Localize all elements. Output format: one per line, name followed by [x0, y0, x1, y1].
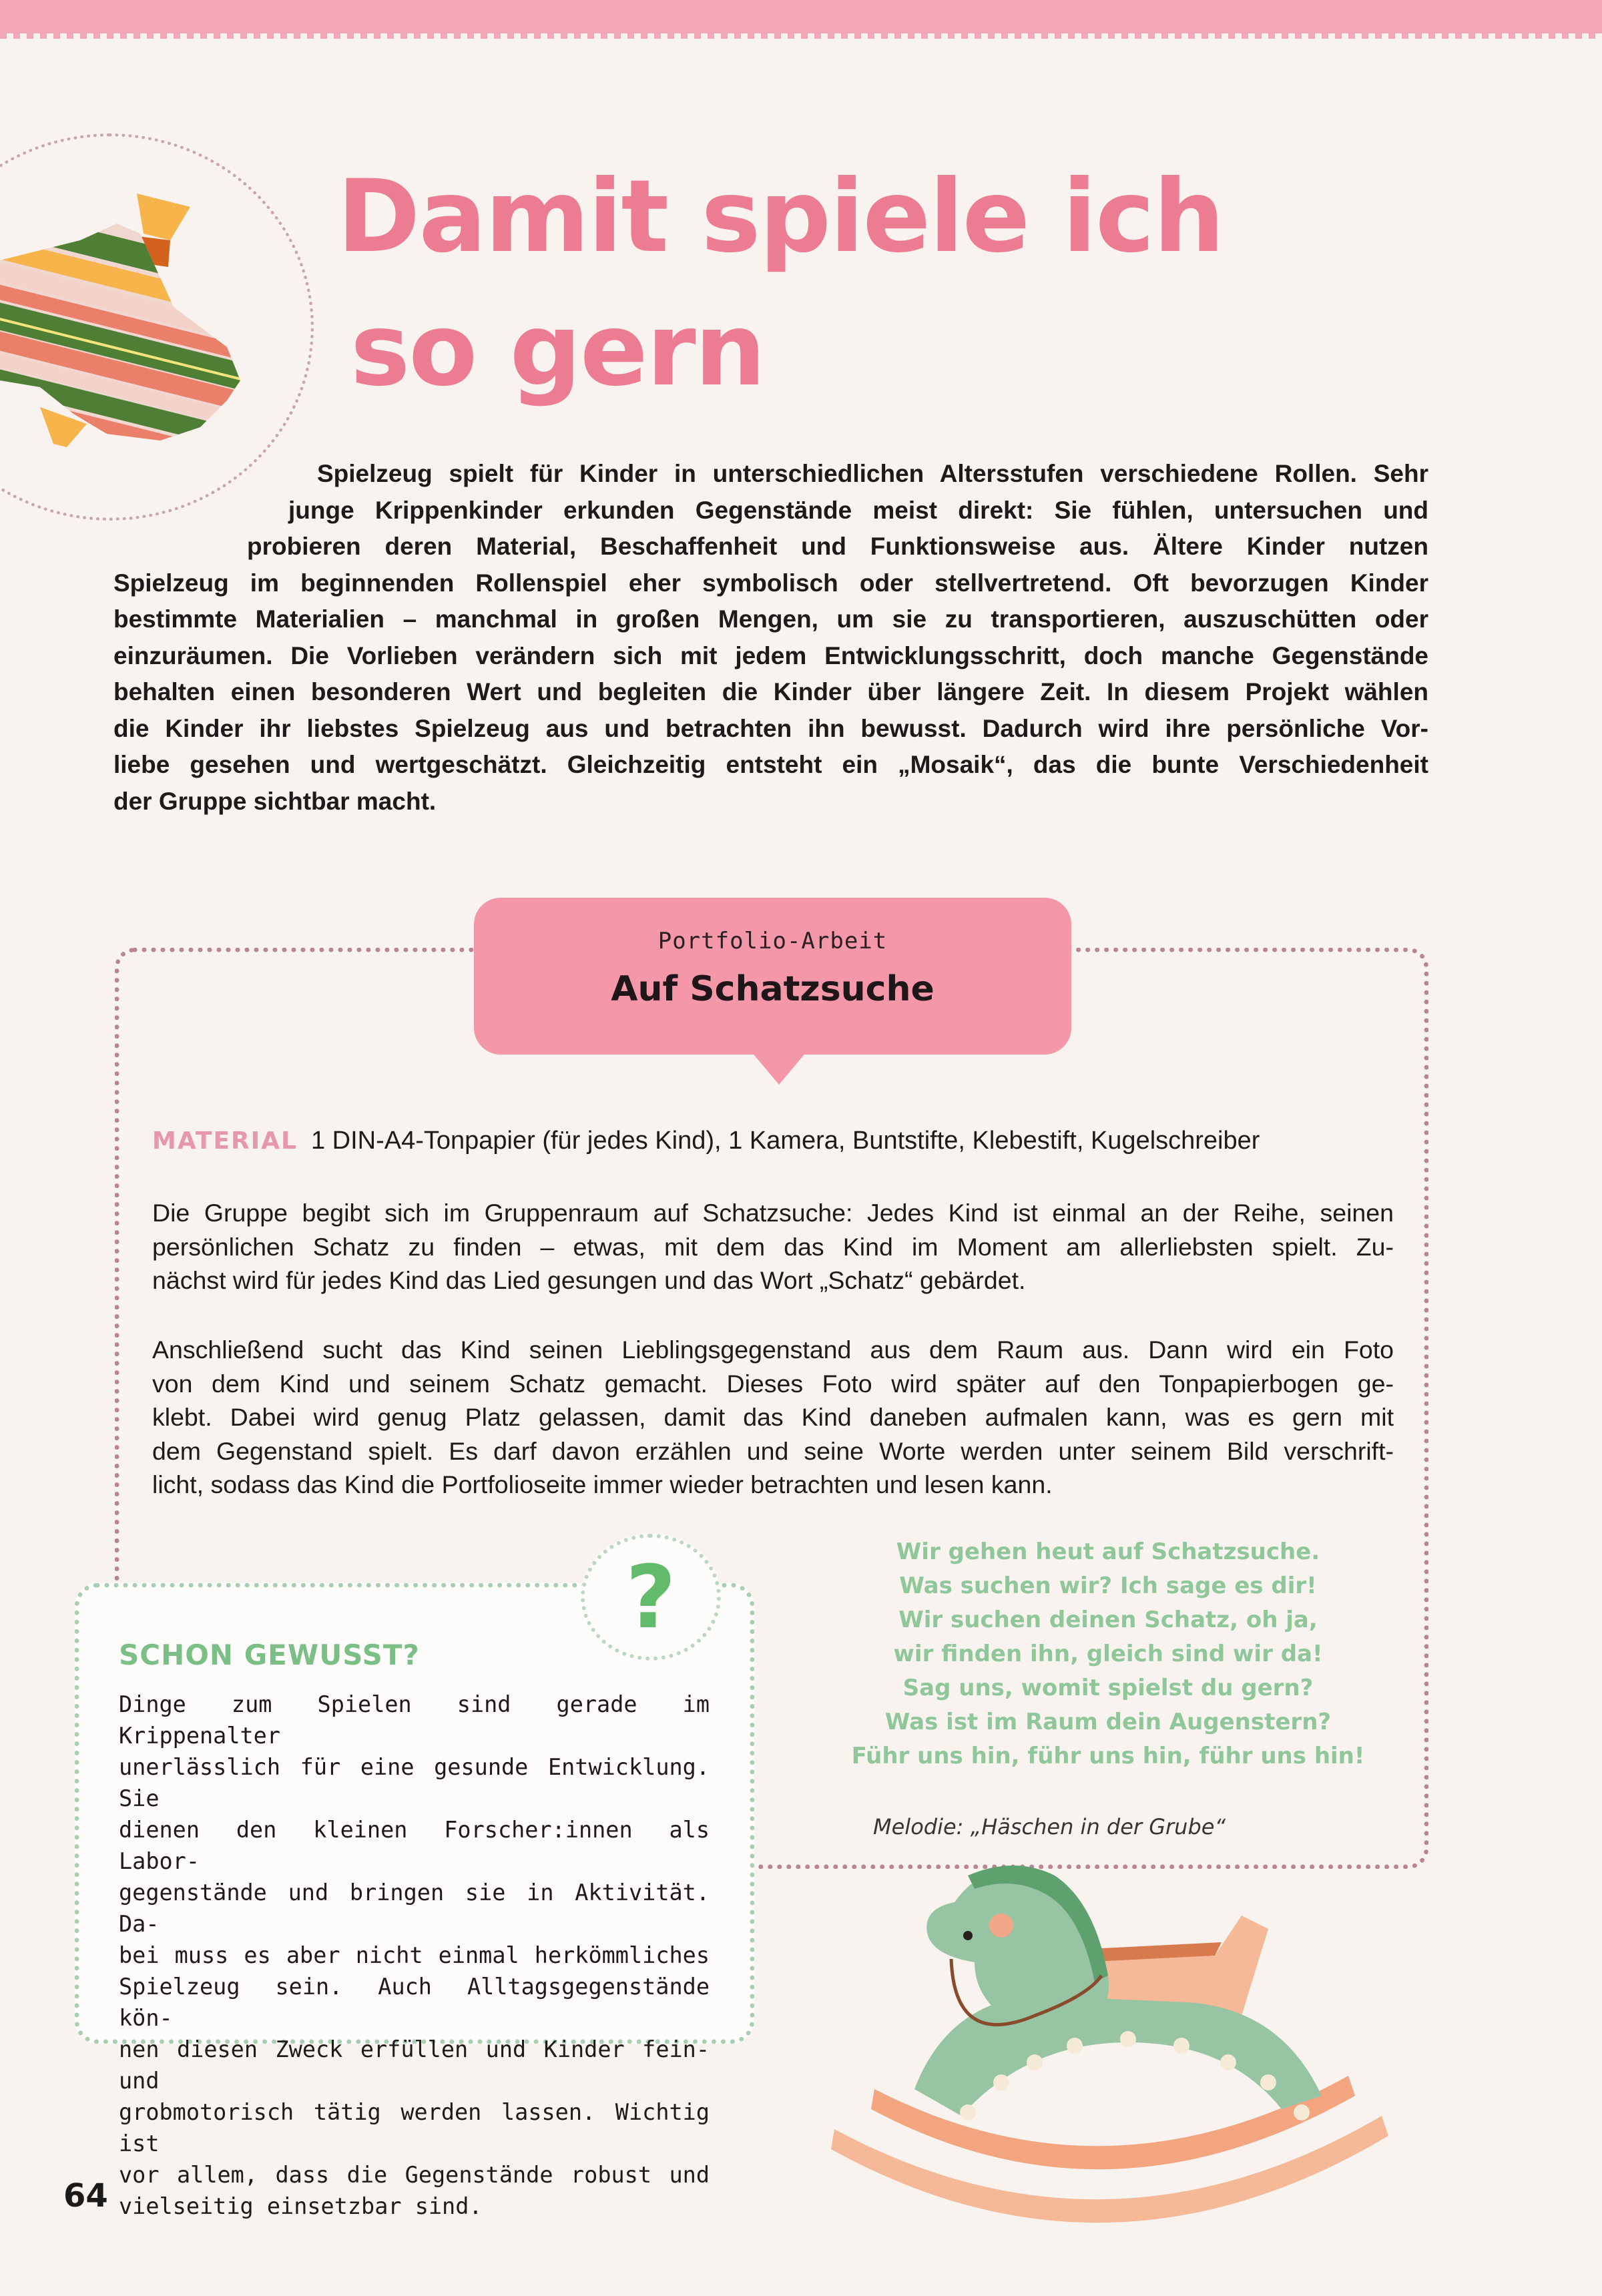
portfolio-header-bubble	[474, 898, 1071, 1055]
question-mark-icon: ?	[625, 1546, 676, 1648]
page-number: 64	[63, 2177, 108, 2215]
info-line: bei muss es aber nicht einmal herkömmliches	[119, 1942, 710, 1968]
info-title: SCHON GEWUSST?	[119, 1639, 420, 1671]
intro-line: junge Krippenkinder erkunden Gegenstände meist direkt: Sie fühlen, untersuchen und	[288, 496, 1428, 524]
info-text	[119, 1689, 710, 2222]
intro-line: bestimmte Materialien – manchmal in großen Mengen, um sie zu transportieren, auszuschütten oder	[113, 605, 1428, 633]
info-line: grobmotorisch tätig werden lassen. Wichtig ist	[119, 2099, 710, 2157]
song-line: Was ist im Raum dein Augenstern?	[884, 1709, 1332, 1735]
intro-line: liebe gesehen und wertgeschätzt. Gleichzeitig entsteht ein „Mosaik“, das die bunte Verschiedenheit	[113, 751, 1428, 778]
song-line: Sag uns, womit spielst du gern?	[902, 1675, 1314, 1701]
portfolio-paragraph-2	[152, 1333, 1394, 1502]
rocking-horse-illustration	[814, 1849, 1402, 2249]
intro-line: behalten einen besonderen Wert und begleiten die Kinder über längere Zeit. In diesem Projekt wählen	[113, 678, 1428, 705]
song-line: Wir suchen deinen Schatz, oh ja,	[898, 1607, 1318, 1633]
top-decorative-band	[0, 0, 1602, 33]
paragraph-line: nächst wird für jedes Kind das Lied gesungen und das Wort „Schatz“ gebärdet.	[152, 1266, 1026, 1294]
paragraph-line: dem Gegenstand spielt. Es darf davon erzählen und seine Worte werden unter seinem Bild verschrift-	[152, 1436, 1394, 1465]
song-line: Wir gehen heut auf Schatzsuche.	[896, 1538, 1320, 1565]
intro-line: Spielzeug im beginnenden Rollenspiel eher symbolisch oder stellvertretend. Oft bevorzugen Kinder	[113, 569, 1428, 597]
info-line: unerlässlich für eine gesunde Entwicklung. Sie	[119, 1754, 710, 1811]
song-lyrics	[811, 1535, 1405, 1773]
intro-line: einzuräumen. Die Vorlieben verändern sich mit jedem Entwicklungsschritt, doch manche Gegenstände	[113, 641, 1428, 669]
material-line	[152, 1127, 1420, 1155]
info-line: Dinge zum Spielen sind gerade im Krippenalter	[119, 1691, 710, 1749]
title-line-1: Damit spiele ich	[337, 159, 1224, 275]
portfolio-heading: Auf Schatzsuche	[611, 969, 934, 1009]
song-line: wir finden ihn, gleich sind wir da!	[893, 1641, 1323, 1667]
info-line: Spielzeug sein. Auch Alltagsgegenstände kön-	[119, 1974, 710, 2031]
material-text: 1 DIN-A4-Tonpapier (für jedes Kind), 1 Kamera, Buntstifte, Klebestift, Kugelschreiber	[310, 1127, 1260, 1155]
info-line: nen diesen Zweck erfüllen und Kinder fein- und	[119, 2036, 710, 2094]
paragraph-line: persönlichen Schatz zu finden – etwas, mit dem das Kind im Moment am allerliebsten spielt. Zu-	[152, 1232, 1394, 1261]
paragraph-line: Die Gruppe begibt sich im Gruppenraum auf Schatzsuche: Jedes Kind ist einmal an der Reihe, seinen	[152, 1199, 1394, 1227]
paragraph-line: Anschließend sucht das Kind seinen Lieblingsgegenstand aus dem Raum aus. Dann wird ein Foto	[152, 1336, 1394, 1364]
info-line: dienen den kleinen Forscher:innen als Labor-	[119, 1817, 710, 1874]
portfolio-paragraph-1	[152, 1196, 1394, 1298]
question-mark-badge	[581, 1534, 721, 1661]
intro-line: die Kinder ihr liebstes Spielzeug aus und betrachten ihn bewusst. Dadurch wird ihre persönliche Vor-	[113, 714, 1428, 742]
intro-line: der Gruppe sichtbar macht.	[113, 787, 437, 815]
intro-paragraph	[113, 456, 1428, 820]
page-title	[337, 150, 1272, 417]
song-line: Führ uns hin, führ uns hin, führ uns hin!	[851, 1743, 1365, 1769]
material-label: MATERIAL	[152, 1127, 298, 1155]
paragraph-line: von dem Kind und seinem Schatz gemacht. Dieses Foto wird später auf den Tonpapierbogen ge-	[152, 1369, 1394, 1398]
paragraph-line: licht, sodass das Kind die Portfolioseite immer wieder betrachten und lesen kann.	[152, 1470, 1053, 1498]
info-line: gegenstände und bringen sie in Aktivität. Da-	[119, 1880, 710, 1937]
info-line: vor allem, dass die Gegenstände robust und	[119, 2162, 710, 2188]
paragraph-line: klebt. Dabei wird genug Platz gelassen, damit das Kind daneben aufmalen kann, was es gern mit	[152, 1403, 1394, 1431]
intro-line: Spielzeug spielt für Kinder in unterschiedlichen Altersstufen verschiedene Rollen. Sehr	[317, 460, 1428, 487]
intro-line: probieren deren Material, Beschaffenheit und Funktionsweise aus. Ältere Kinder nutzen	[247, 533, 1428, 560]
title-line-2: so gern	[350, 292, 765, 408]
portfolio-kicker: Portfolio-Arbeit	[657, 928, 888, 954]
song-line: Was suchen wir? Ich sage es dir!	[899, 1572, 1317, 1599]
melody-credit: Melodie: „Häschen in der Grube“	[873, 1814, 1226, 1839]
info-line: vielseitig einsetzbar sind.	[119, 2193, 483, 2219]
spinning-top-illustration	[0, 160, 254, 467]
